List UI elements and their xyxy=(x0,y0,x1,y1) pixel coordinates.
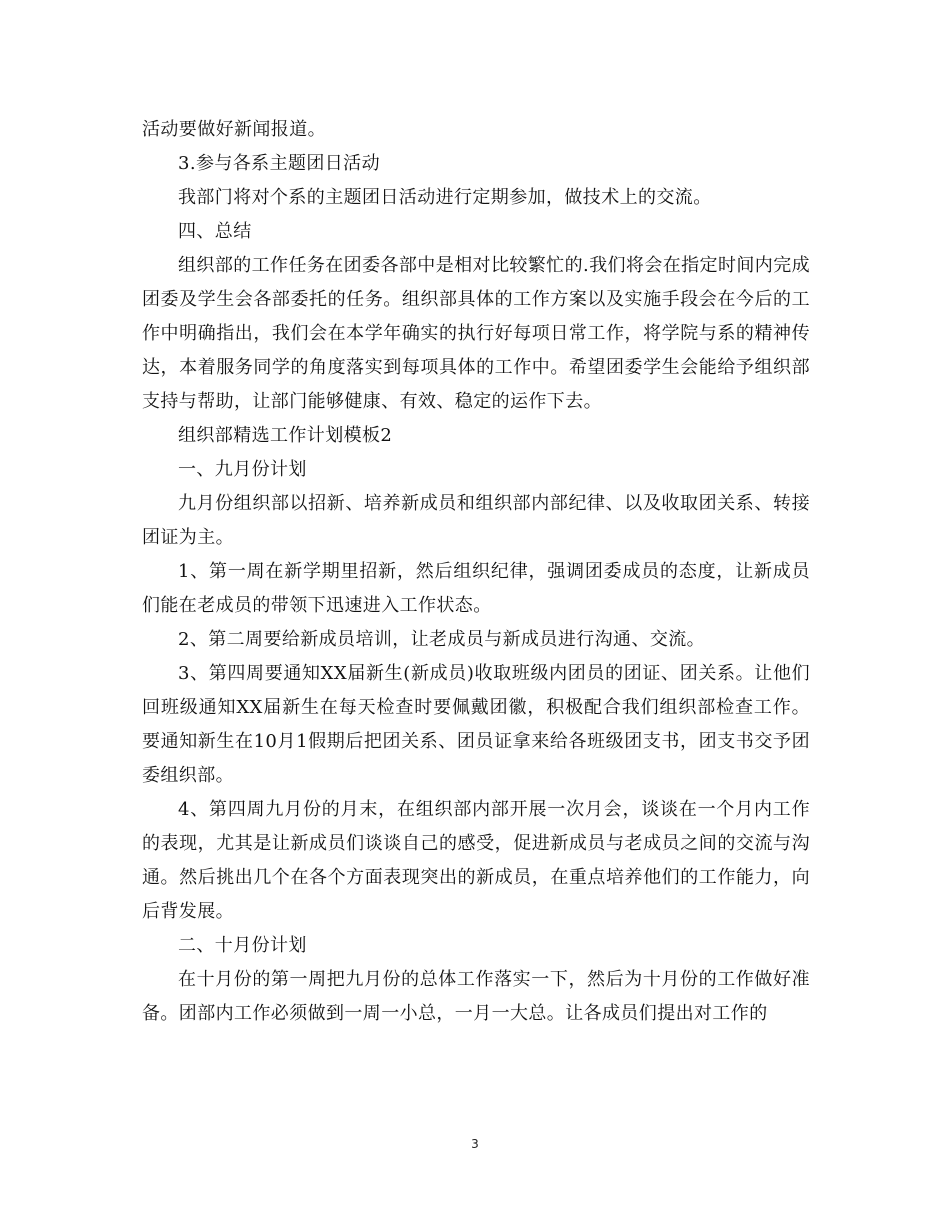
list-item: 2、第二周要给新成员培训，让老成员与新成员进行沟通、交流。 xyxy=(178,629,706,650)
section-heading: 二、十月份计划 xyxy=(178,935,307,956)
list-item: 4、第四周九月份的月末，在组织部内部开展一次月会，谈谈在一个月内工作的表现，尤其是让新成员们谈谈自己的感受，促进新成员与老成员之间的交流与沟通。然后挑出几个在各个方面表现突出的新成员，在重点培养他们的工作能力，向后背发展。 xyxy=(142,799,810,922)
section-title: 组织部精选工作计划模板2 xyxy=(178,425,393,446)
paragraph: 九月份组织部以招新、培养新成员和组织部内部纪律、以及收取团关系、转接团证为主。 xyxy=(142,493,810,548)
body-text xyxy=(142,113,810,1031)
paragraph: 我部门将对个系的主题团日活动进行定期参加，做技术上的交流。 xyxy=(178,187,712,208)
list-heading: 3.参与各系主题团日活动 xyxy=(178,153,380,174)
paragraph: 活动要做好新闻报道。 xyxy=(142,119,326,140)
list-item: 1、第一周在新学期里招新，然后组织纪律，强调团委成员的态度，让新成员们能在老成员的带领下迅速进入工作状态。 xyxy=(142,561,810,616)
section-heading: 一、九月份计划 xyxy=(178,459,307,480)
page-number: 3 xyxy=(471,1137,479,1151)
paragraph: 在十月份的第一周把九月份的总体工作落实一下，然后为十月份的工作做好准备。团部内工作必须做到一周一小总，一月一大总。让各成员们提出对工作的 xyxy=(142,969,810,1024)
list-item: 3、第四周要通知XX届新生(新成员)收取班级内团员的团证、团关系。让他们回班级通知XX届新生在每天检查时要佩戴团徽，积极配合我们组织部检查工作。要通知新生在10月1假期后把团关系、团员证拿来给各班级团支书，团支书交予团委组织部。 xyxy=(142,663,810,786)
paragraph: 组织部的工作任务在团委各部中是相对比较繁忙的.我们将会在指定时间内完成团委及学生会各部委托的任务。组织部具体的工作方案以及实施手段会在今后的工作中明确指出，我们会在本学年确实的执行好每项日常工作，将学院与系的精神传达，本着服务同学的角度落实到每项具体的工作中。希望团委学生会能给予组织部支持与帮助，让部门能够健康、有效、稳定的运作下去。 xyxy=(142,255,810,412)
section-heading: 四、总结 xyxy=(178,221,252,242)
